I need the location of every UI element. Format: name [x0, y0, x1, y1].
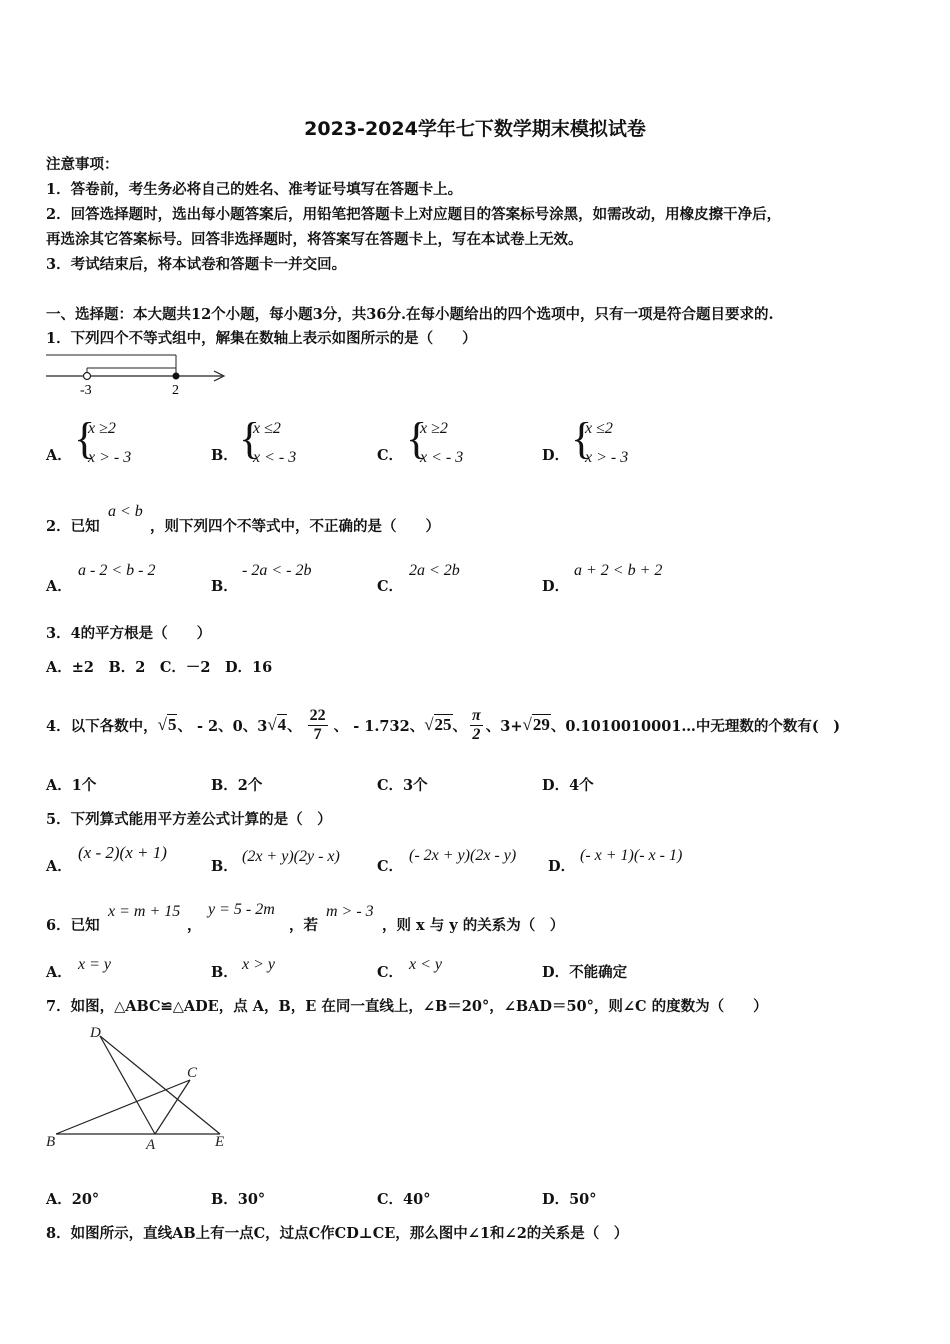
question-6-pre: 6．已知	[46, 917, 100, 934]
fraction-22-7: $\frac{22}{7}$	[309, 706, 326, 743]
q2-option-d-expr: a + 2 < b + 2	[574, 562, 663, 579]
question-6-if: ，若	[289, 917, 318, 934]
q7-option-a: A．20°	[46, 1191, 100, 1208]
q7-option-c: C．40°	[377, 1191, 431, 1208]
label-d: D	[90, 1025, 101, 1041]
question-6-math-1: x = m + 15	[108, 903, 181, 920]
q6-option-a-label: A．	[46, 964, 72, 981]
q4-option-a: A．1个	[46, 777, 97, 794]
q4-option-d: D．4个	[542, 777, 594, 794]
q4-text: 4．以下各数中，	[46, 717, 158, 735]
question-6-comma: ，	[187, 917, 202, 934]
axis-label-neg3: -3	[80, 383, 92, 398]
left-brace: {	[74, 414, 96, 463]
number-line-figure	[44, 352, 229, 400]
q4-text: 、0.1010010001…中无理数的个数有( )	[550, 717, 841, 735]
q4-option-c: C．3个	[377, 777, 428, 794]
question-6-math-2: y = 5 - 2m	[208, 901, 275, 918]
q6-option-b-label: B．	[211, 964, 238, 981]
fraction-pi-2: $\frac{\pi}{2}$	[472, 706, 481, 743]
question-8-stem: 8．如图所示，直线AB上有一点C，过点C作CD⊥CE，那么图中∠1和∠2的关系是（ ）	[46, 1225, 629, 1242]
q1-option-b-line2: x < - 3	[253, 449, 297, 466]
q1-option-b-label: B．	[211, 447, 238, 464]
label-c: C	[187, 1065, 198, 1081]
q1-option-c-label: C．	[377, 447, 404, 464]
axis-label-2: 2	[172, 383, 179, 398]
question-6-math-3: m > - 3	[326, 903, 374, 920]
q4-option-b: B．2个	[211, 777, 263, 794]
q6-option-a-expr: x = y	[78, 956, 111, 973]
q5-option-a-label: A．	[46, 858, 72, 875]
question-5-stem: 5．下列算式能用平方差公式计算的是（ ）	[46, 811, 332, 828]
q2-option-c-label: C．	[377, 578, 404, 595]
q1-option-d-label: D．	[542, 447, 570, 464]
q7-option-d: D．50°	[542, 1191, 597, 1208]
q2-option-b-expr: - 2a < - 2b	[242, 562, 312, 579]
label-e: E	[215, 1134, 225, 1150]
left-brace: {	[571, 414, 593, 463]
q5-option-a-expr: (x - 2)(x + 1)	[78, 843, 167, 862]
q4-text: 、 - 1.732、	[333, 717, 425, 735]
q1-option-a-label: A．	[46, 447, 72, 464]
notice-item: 再选涂其它答案标号。回答非选择题时，将答案写在答题卡上，写在本试卷上无效。	[46, 231, 583, 248]
question-2-post: ，则下列四个不等式中，不正确的是（ ）	[150, 518, 440, 535]
question-3-stem: 3．4的平方根是（ ）	[46, 625, 212, 642]
sqrt-4: √4	[267, 715, 287, 734]
sqrt-25: √25	[424, 715, 452, 734]
q2-option-d-label: D．	[542, 578, 570, 595]
question-2-math: a < b	[108, 503, 143, 520]
q1-option-d-line2: x > - 3	[585, 449, 629, 466]
q6-option-c-expr: x < y	[409, 956, 442, 973]
question-2-pre: 2．已知	[46, 518, 100, 535]
triangle-figure	[44, 1022, 244, 1154]
q5-option-d-label: D．	[548, 858, 576, 875]
q5-option-c-label: C．	[377, 858, 404, 875]
section-heading: 一、选择题：本大题共12个小题，每小题3分，共36分.在每小题给出的四个选项中，只有一项是符合题目要求的.	[46, 306, 774, 323]
q2-option-a-expr: a - 2 < b - 2	[78, 562, 156, 579]
q1-option-d-line1: x ≤2	[585, 420, 613, 437]
question-6-post: ，则 x 与 y 的关系为（ ）	[382, 917, 565, 934]
label-b: B	[46, 1134, 56, 1150]
q5-option-c-expr: (- 2x + y)(2x - y)	[409, 847, 517, 864]
q4-text: 、3+	[485, 717, 523, 735]
q6-option-d-label: D．不能确定	[542, 964, 628, 981]
q1-option-a-line1: x ≥2	[88, 420, 116, 437]
sqrt-29: √29	[522, 715, 550, 734]
q4-text: 、	[287, 717, 302, 735]
page-title: 2023-2024学年七下数学期末模拟试卷	[304, 118, 646, 140]
q1-option-c-line1: x ≥2	[420, 420, 448, 437]
notice-item: 1．答卷前，考生务必将自己的姓名、准考证号填写在答题卡上。	[46, 181, 463, 198]
q7-option-b: B．30°	[211, 1191, 266, 1208]
left-brace: {	[406, 414, 428, 463]
question-3-options: A．±2 B．2 C．－2 D．16	[46, 659, 273, 676]
q1-option-b-line1: x ≤2	[253, 420, 281, 437]
q4-text: 、	[452, 717, 468, 735]
question-1-stem: 1．下列四个不等式组中，解集在数轴上表示如图所示的是（ ）	[46, 330, 477, 347]
notice-heading: 注意事项：	[46, 156, 119, 173]
q5-option-d-expr: (- x + 1)(- x - 1)	[580, 847, 683, 864]
sqrt-5: √5	[157, 715, 177, 734]
notice-item: 3．考试结束后，将本试卷和答题卡一并交回。	[46, 256, 347, 273]
q2-option-a-label: A．	[46, 578, 72, 595]
q1-option-c-line2: x < - 3	[420, 449, 464, 466]
q2-option-c-expr: 2a < 2b	[409, 562, 460, 579]
q5-option-b-expr: (2x + y)(2y - x)	[242, 848, 340, 865]
notice-item: 2．回答选择题时，选出每小题答案后，用铅笔把答题卡上对应题目的答案标号涂黑，如需改动，用橡皮擦干净后，	[46, 206, 782, 223]
q6-option-c-label: C．	[377, 964, 404, 981]
question-7-stem: 7．如图，△ABC≌△ADE，点 A，B，E 在同一直线上，∠B＝20°，∠BAD＝50°，则∠C 的度数为（ ）	[46, 998, 768, 1015]
q6-option-b-expr: x > y	[242, 956, 275, 973]
q1-option-a-line2: x > - 3	[88, 449, 132, 466]
label-a: A	[146, 1137, 156, 1153]
left-brace: {	[239, 414, 261, 463]
q2-option-b-label: B．	[211, 578, 238, 595]
question-4-stem	[46, 690, 840, 760]
q5-option-b-label: B．	[211, 858, 238, 875]
q4-text: 、 - 2、0、3	[177, 717, 268, 735]
